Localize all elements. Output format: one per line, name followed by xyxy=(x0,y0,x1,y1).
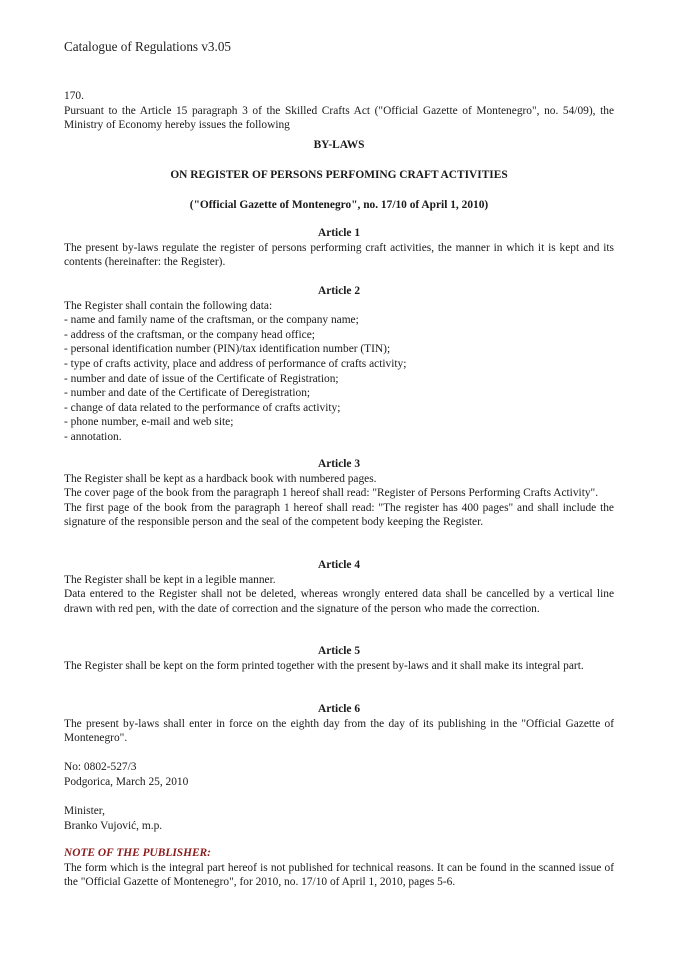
title-sub: ON REGISTER OF PERSONS PERFOMING CRAFT ACTIVITIES xyxy=(170,169,508,181)
preamble: Pursuant to the Article 15 paragraph 3 of the Skilled Crafts Act ("Official Gazette of Montenegro", no. 54/09), the Ministry of Economy hereby issues the following xyxy=(64,104,614,132)
article-paragraph: The Register shall be kept in a legible manner. xyxy=(64,573,276,586)
list-item: - name and family name of the craftsman, or the company name; xyxy=(64,314,359,327)
article-heading: Article 4 xyxy=(317,559,361,571)
signature-block xyxy=(64,804,614,833)
article-intro: The Register shall contain the following data: xyxy=(64,299,273,312)
list-item: - annotation. xyxy=(64,430,122,443)
list-item: - type of crafts activity, place and address of performance of crafts activity; xyxy=(64,357,407,370)
list-item: - address of the craftsman, or the company head office; xyxy=(64,328,315,341)
closing-reference xyxy=(64,760,614,789)
list-item: - phone number, e-mail and web site; xyxy=(64,416,234,429)
article-2 xyxy=(64,284,614,445)
article-4 xyxy=(64,558,614,616)
article-paragraph: The cover page of the book from the paragraph 1 hereof shall read: "Register of Persons Performing Crafts Activity". xyxy=(64,487,599,500)
article-paragraph: Data entered to the Register shall not be deleted, whereas wrongly entered data shall be cancelled by a vertical line drawn with red pen, with the date of correction and the signature of the person who made the correction. xyxy=(64,588,614,615)
article-paragraph: The Register shall be kept as a hardback book with numbered pages. xyxy=(64,472,377,485)
article-5 xyxy=(64,644,614,673)
article-heading: Article 3 xyxy=(317,458,361,470)
signatory-name: Branko Vujović, m.p. xyxy=(64,819,163,832)
article-heading: Article 6 xyxy=(317,703,361,715)
list-item: - number and date of issue of the Certificate of Registration; xyxy=(64,372,339,385)
article-heading: Article 5 xyxy=(317,645,361,657)
article-3 xyxy=(64,457,614,530)
place-date: Podgorica, March 25, 2010 xyxy=(64,775,189,788)
article-1 xyxy=(64,226,614,270)
article-paragraph: The first page of the book from the paragraph 1 hereof shall read: "The register has 400 pages" and shall include the signature of the responsible person and the seal of the competent body keeping the Register. xyxy=(64,501,614,529)
title-gazette: ("Official Gazette of Montenegro", no. 17/10 of April 1, 2010) xyxy=(189,199,489,211)
document-number: No: 0802-527/3 xyxy=(64,761,137,773)
article-paragraph: The present by-laws regulate the register of persons performing craft activities, the manner in which it is kept and its contents (hereinafter: the Register). xyxy=(64,241,614,269)
article-heading: Article 1 xyxy=(317,227,361,239)
list-item: - change of data related to the performance of crafts activity; xyxy=(64,401,341,414)
intro-section xyxy=(64,89,614,133)
article-paragraph: The Register shall be kept on the form printed together with the present by-laws and it shall make its integral part. xyxy=(64,659,584,672)
list-item: - number and date of the Certificate of Deregistration; xyxy=(64,387,311,400)
article-paragraph: The present by-laws shall enter in force on the eighth day from the day of its publishing in the "Official Gazette of Montenegro". xyxy=(64,717,614,745)
list-item: - personal identification number (PIN)/tax identification number (TIN); xyxy=(64,343,391,356)
signatory-role: Minister, xyxy=(64,805,105,817)
catalogue-header: Catalogue of Regulations v3.05 xyxy=(64,39,232,54)
title-main: BY-LAWS xyxy=(313,139,365,151)
note-title: NOTE OF THE PUBLISHER: xyxy=(64,847,211,859)
regulation-number: 170. xyxy=(64,90,84,102)
article-heading: Article 2 xyxy=(317,285,361,297)
publisher-note xyxy=(64,846,614,890)
article-6 xyxy=(64,702,614,746)
note-text: The form which is the integral part hereof is not published for technical reasons. It can be found in the scanned issue of the "Official Gazette of Montenegro", for 2010, no. 17/10 of April 1, 2010, pages 5-6. xyxy=(64,861,614,889)
